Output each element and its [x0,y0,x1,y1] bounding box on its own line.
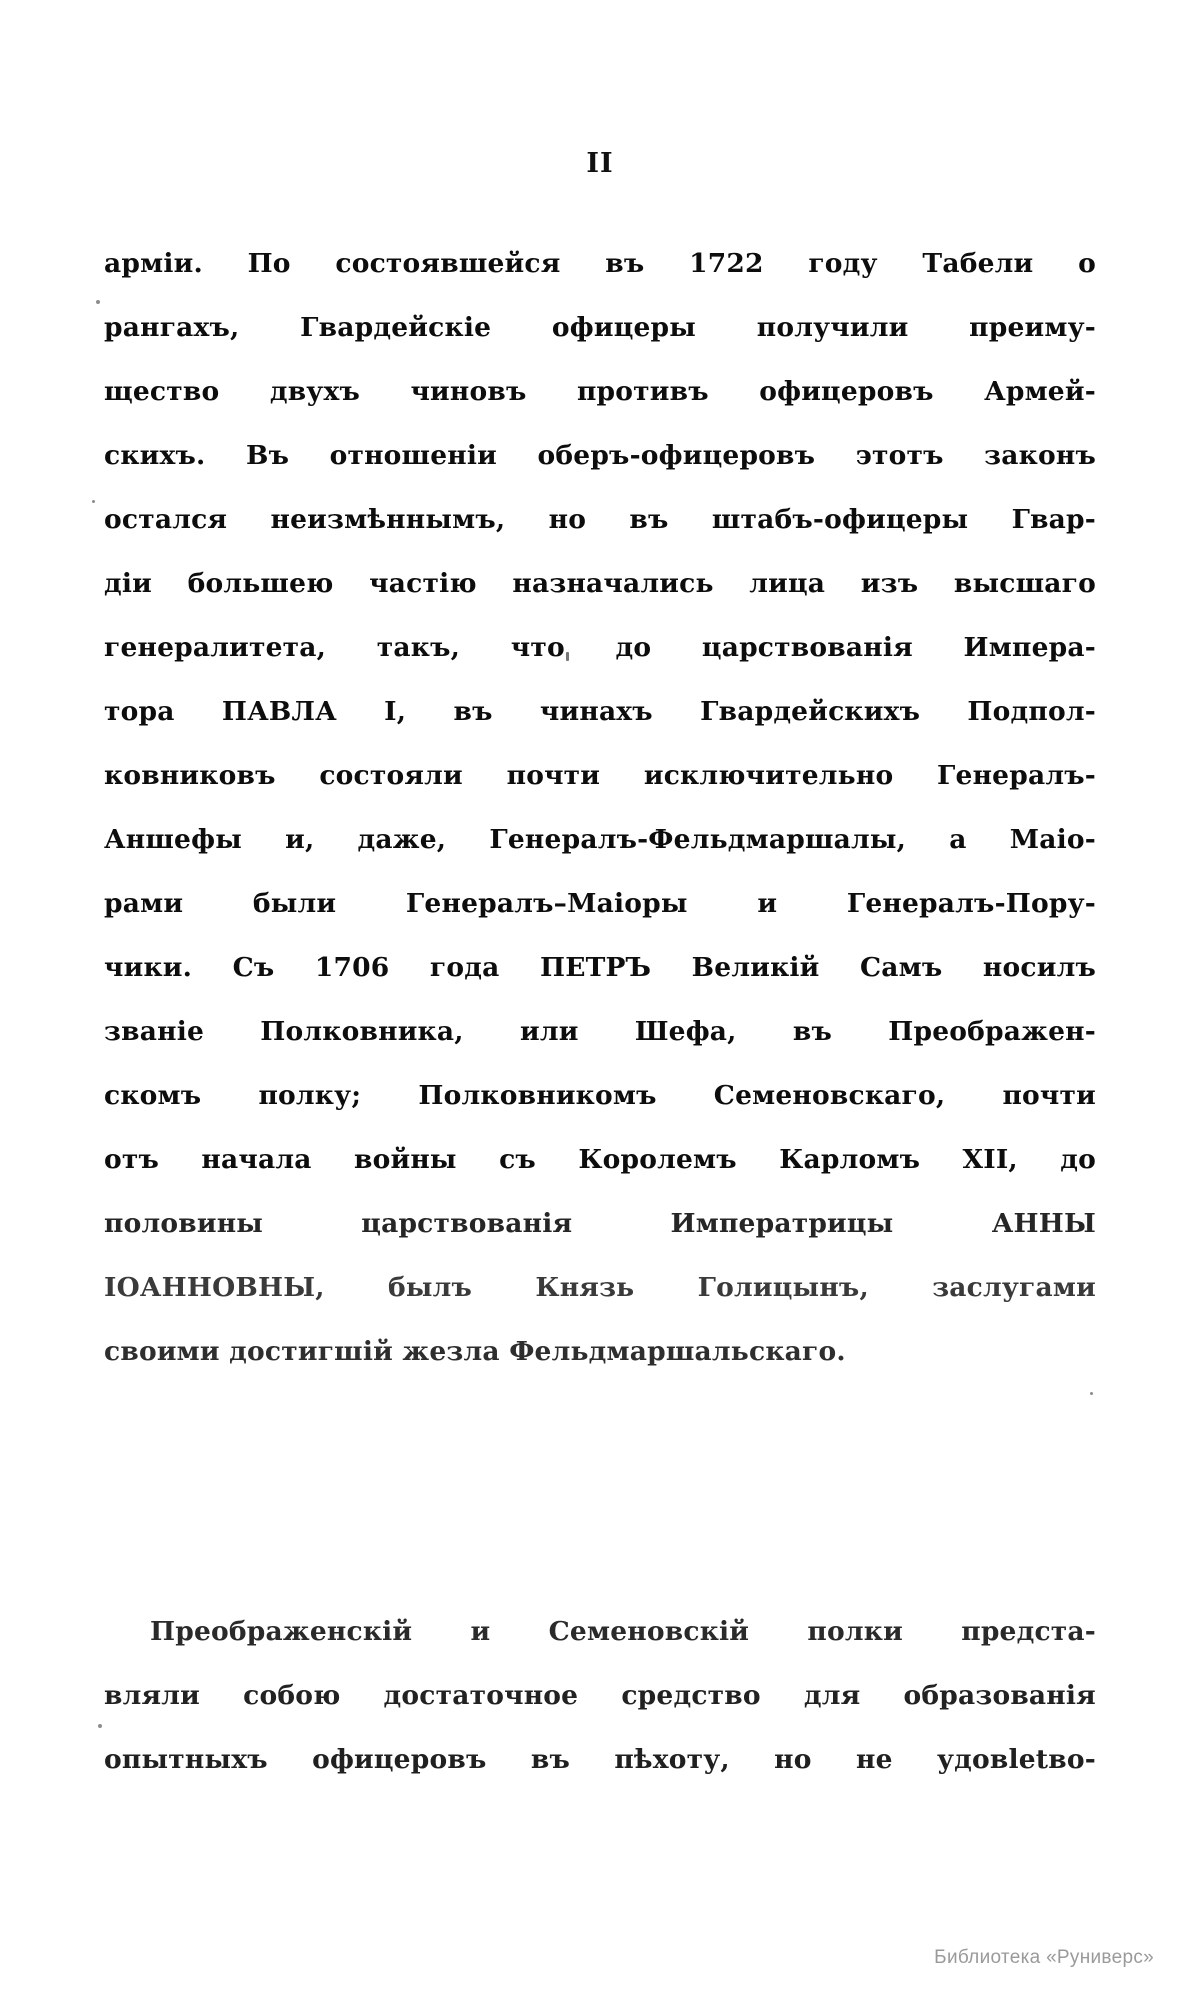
text-word: не [855,1744,893,1775]
text-word: удовletво- [936,1744,1096,1775]
text-line [104,808,1096,872]
text-word: частiю [369,568,477,599]
text-word: полку; [258,1080,362,1111]
text-word: съ [499,1144,536,1175]
text-word: достаточное [383,1680,579,1711]
text-word: Съ [232,952,275,983]
text-word: Преображенскiй [150,1616,413,1647]
text-line [104,872,1096,936]
text-word: Подпол- [967,696,1096,727]
text-word: Голицынъ, [697,1272,869,1303]
text-word: чики. [104,952,193,983]
text-line [104,1728,1096,1792]
text-line [104,232,1096,296]
text-word: 1706 [314,952,390,983]
text-word: лица [749,568,826,599]
text-word: Самъ [860,952,943,983]
text-word: войны [353,1144,457,1175]
text-word: Табели [922,248,1034,279]
text-word: законъ [984,440,1096,471]
text-word: царствованiя [701,632,913,663]
text-word: штабъ-офицеры [711,504,969,535]
text-line [104,616,1096,680]
text-word: офицеровъ [312,1744,487,1775]
text-line [104,552,1096,616]
text-word: въ [530,1744,570,1775]
text-word: и, [285,824,315,855]
text-word: или [519,1016,579,1047]
text-word: опытныхъ [104,1744,268,1775]
text-word: что [510,632,565,663]
text-word: Гвардейскiе [300,312,492,343]
text-word: такъ, [376,632,461,663]
text-word: Генералъ-Фельдмаршалы, [489,824,907,855]
text-word: и [470,1616,491,1647]
text-word: о [1078,248,1096,279]
text-line [104,1192,1096,1256]
text-word: Полковникомъ [418,1080,657,1111]
text-word: XII, [962,1144,1018,1175]
text-word: Шефа, [634,1016,737,1047]
text-word: армiи. [104,248,203,279]
text-word: преиму- [969,312,1096,343]
text-word: средство [621,1680,761,1711]
text-word: были [252,888,337,919]
text-word: Князь [535,1272,635,1303]
text-word: ПАВЛА [221,696,337,727]
text-word: до [1060,1144,1096,1175]
text-word: назначались [512,568,714,599]
text-line [104,1256,1096,1320]
text-word: офицеровъ [759,376,934,407]
text-word: до [615,632,652,663]
text-word: въ [605,248,645,279]
text-line [104,744,1096,808]
text-word: собою [243,1680,341,1711]
text-word: былъ [388,1272,473,1303]
paper-speck [98,1724,102,1728]
text-word: но [548,504,587,535]
text-word: Армей- [984,376,1096,407]
paragraph-1 [104,232,1096,1384]
text-word: образованiя [903,1680,1096,1711]
text-word: ковниковъ [104,760,276,791]
text-word: Гвар- [1011,504,1096,535]
text-word: предста- [961,1616,1096,1647]
text-word: въ [629,504,669,535]
text-word: АННЫ [991,1208,1096,1239]
text-word: скомъ [104,1080,202,1111]
text-word: Императрицы [670,1208,894,1239]
paper-speck [566,652,569,661]
text-word: Великiй [691,952,820,983]
text-word: остался [104,504,228,535]
text-word: и [757,888,778,919]
text-word: Генералъ-Пору- [846,888,1096,919]
text-word: чиновъ [410,376,527,407]
text-line [104,1128,1096,1192]
text-word: званiе [104,1016,205,1047]
text-word: въ [792,1016,833,1047]
text-line [104,1320,1096,1384]
text-word: ПЕТРЪ [539,952,652,983]
text-word: Импера- [963,632,1096,663]
text-word: 1722 [689,248,764,279]
text-word: начала [201,1144,312,1175]
text-word: противъ [576,376,709,407]
text-word: Королемъ [578,1144,737,1175]
paper-speck [1090,1392,1093,1395]
text-line [104,360,1096,424]
text-word: Карломъ [779,1144,921,1175]
text-word: скихъ. [104,440,206,471]
text-word: Генералъ- [937,760,1096,791]
text-word: По [247,248,291,279]
paper-speck [92,500,95,503]
text-line [104,680,1096,744]
text-word: Генералъ–Маiоры [405,888,688,919]
text-word: высшаго [953,568,1096,599]
paragraph-2 [104,1600,1096,1792]
text-line [104,1000,1096,1064]
text-word: изъ [860,568,919,599]
text-word: Аншефы [104,824,242,855]
text-word: заслугами [932,1272,1096,1303]
text-word: Гвардейскихъ [700,696,921,727]
text-word: Полковника, [260,1016,464,1047]
text-word: щество [104,376,220,407]
text-line [104,1600,1096,1664]
text-word: Маiо- [1009,824,1096,855]
text-word: получили [756,312,909,343]
text-line [104,1064,1096,1128]
text-word: рами [104,888,184,919]
text-word: большею [187,568,334,599]
text-word: Преображен- [888,1016,1096,1047]
text-word: отношенiи [329,440,498,471]
text-word: а [949,824,967,855]
text-word: въ [453,696,493,727]
text-word: вляли [104,1680,201,1711]
text-word: Семеновскаго, [713,1080,946,1111]
text-word: оберъ-офицеровъ [537,440,816,471]
text-line-content: своими достигшiй жезла Фельдмаршальскаго. [104,1336,846,1367]
text-line [104,424,1096,488]
text-word: исключительно [643,760,894,791]
text-word: состояли [319,760,463,791]
text-word: этотъ [855,440,944,471]
text-word: генералитета, [104,632,327,663]
text-line [104,1664,1096,1728]
text-word: тора [104,696,175,727]
text-word: неизмѣннымъ, [270,504,506,535]
text-line [104,488,1096,552]
text-word: отъ [104,1144,160,1175]
text-word: Семеновскiй [548,1616,750,1647]
text-word: дiи [104,568,152,599]
text-word: царствованiя [361,1208,573,1239]
text-word: Въ [245,440,290,471]
text-word: состоявшейся [335,248,561,279]
text-word: рангахъ, [104,312,240,343]
page-number: II [586,148,614,179]
text-word: почти [506,760,601,791]
text-word: половины [104,1208,264,1239]
text-word: для [803,1680,861,1711]
text-line [104,936,1096,1000]
text-word: году [808,248,878,279]
text-word: двухъ [269,376,360,407]
paper-speck [96,300,100,304]
text-word: носилъ [982,952,1096,983]
text-word: даже, [357,824,447,855]
text-word: офицеры [551,312,697,343]
library-watermark: Библиотека «Руниверс» [934,1947,1154,1968]
text-word: чинахъ [539,696,653,727]
text-word: полки [807,1616,903,1647]
text-line [104,296,1096,360]
text-word: но [774,1744,812,1775]
text-word: почти [1002,1080,1096,1111]
text-word: пѣхоту, [614,1744,730,1775]
text-word: IОАННОВНЫ, [104,1272,325,1303]
text-word: года [429,952,500,983]
text-word: I, [384,696,407,727]
